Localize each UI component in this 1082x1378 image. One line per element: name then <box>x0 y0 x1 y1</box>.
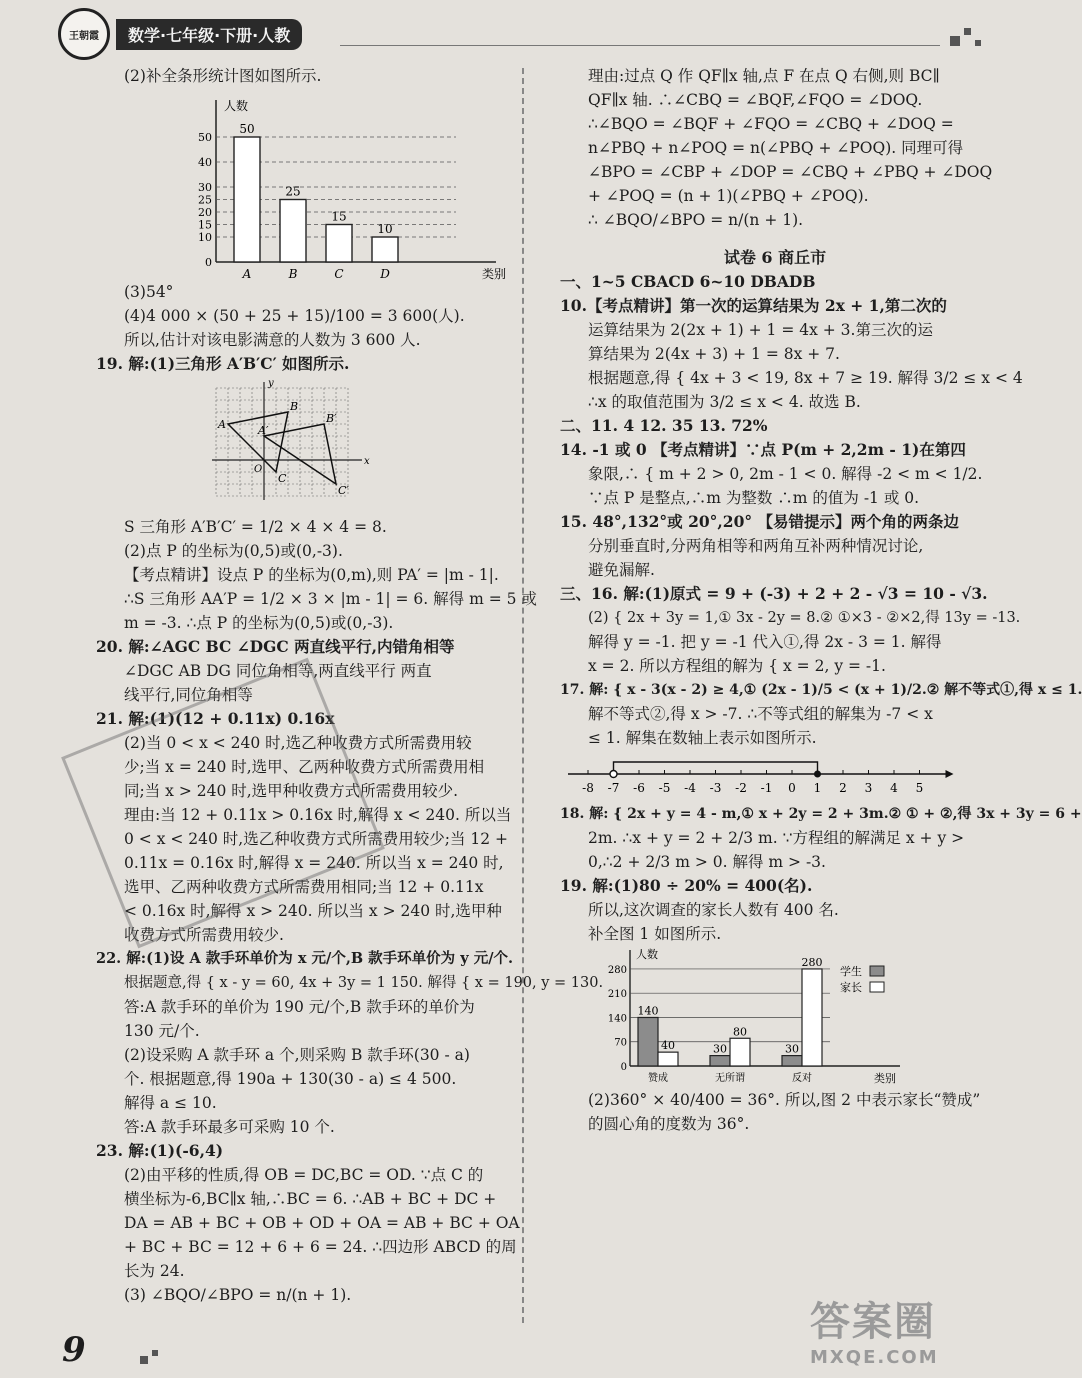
category-label: C <box>334 267 344 281</box>
bar <box>658 1052 678 1066</box>
answer-line: ∴ ∠BQO/∠BPO = n/(n + 1). <box>588 211 804 229</box>
answer-line: 算结果为 2(4x + 3) + 1 = 8x + 7. <box>588 345 840 363</box>
answer-line: 根据题意,得 { x - y = 60, 4x + 3y = 1 150. 解得 { x = 190, y = 130. <box>124 975 604 991</box>
answer-line: 的圆心角的度数为 36°. <box>588 1115 750 1133</box>
column-divider <box>522 68 524 1323</box>
answer-line: 130 元/个. <box>124 1022 200 1040</box>
answer-line: ∠DGC AB DG 同位角相等,两直线平行 两直 <box>124 662 432 680</box>
answer-line: ∵点 P 是整点,∴m 为整数 ∴m 的值为 -1 或 0. <box>588 489 920 507</box>
deco-square <box>975 40 981 46</box>
y-tick-label: 0 <box>205 256 212 269</box>
data-label: 30 <box>713 1042 727 1056</box>
data-label: 40 <box>661 1039 675 1053</box>
watermark-logo: 答案圈 <box>810 1299 936 1345</box>
data-label: 25 <box>285 184 301 199</box>
answer-line: 长为 24. <box>124 1262 185 1280</box>
category-label: 赞成 <box>648 1073 668 1084</box>
tick-label: -3 <box>709 781 722 795</box>
bar <box>280 200 306 263</box>
answer-line: 15. 48°,132°或 20°,20° 【易错提示】两个角的两条边 <box>560 512 960 531</box>
legend-swatch <box>870 966 884 976</box>
watermark <box>810 1290 939 1368</box>
y-tick-label: 15 <box>198 218 212 232</box>
arrow-head <box>946 770 954 778</box>
answer-line: 10.【考点精讲】第一次的运算结果为 2x + 1,第二次的 <box>560 296 947 315</box>
answer-line: 理由:过点 Q 作 QF∥x 轴,点 F 在点 Q 右侧,则 BC∥ <box>588 67 940 85</box>
answer-line: 分别垂直时,分两角相等和两角互补两种情况讨论, <box>588 537 924 555</box>
answer-line: 一、1~5 CBACD 6~10 DBADB <box>560 272 816 291</box>
answer-line: x = 2. 所以方程组的解为 { x = 2, y = -1. <box>588 657 886 675</box>
answer-line: ∴x 的取值范围为 3/2 ≤ x < 4. 故选 B. <box>588 393 861 411</box>
answer-line: 选甲、乙两种收费方式所需费用相同;当 12 + 0.11x <box>124 878 484 896</box>
answer-line: (2)补全条形统计图如图所示. <box>124 67 322 85</box>
answer-line: (2)点 P 的坐标为(0,5)或(0,-3). <box>124 542 343 560</box>
point-label: B <box>290 400 299 413</box>
y-axis-label: 人数 <box>224 99 249 113</box>
answer-line: 解得 a ≤ 10. <box>124 1094 217 1112</box>
bar <box>638 1017 658 1066</box>
tick-label: 4 <box>890 781 898 795</box>
bar <box>234 137 260 262</box>
axis-label-x: x <box>364 456 370 467</box>
tick-label: 1 <box>813 781 822 795</box>
page-number: 9 <box>62 1330 86 1370</box>
answer-line: 所以,估计对该电影满意的人数为 3 600 人. <box>124 331 421 349</box>
category-label: 无所谓 <box>715 1073 745 1084</box>
point-label: B′ <box>326 412 337 425</box>
tick-label: -7 <box>607 781 620 795</box>
answer-line: 二、11. 4 12. 35 13. 72% <box>560 416 768 435</box>
answer-line: 【考点精讲】设点 P 的坐标为(0,m),则 PA′ = |m - 1|. <box>124 566 499 584</box>
legend-swatch <box>870 982 884 992</box>
answer-line: (4)4 000 × (50 + 25 + 15)/100 = 3 600(人). <box>124 307 465 325</box>
answer-line: S 三角形 A′B′C′ = 1/2 × 4 × 4 = 8. <box>124 518 387 536</box>
data-label: 50 <box>239 122 255 136</box>
answer-line: (2) { 2x + 3y = 1,① 3x - 2y = 8.② ①×3 - ②×2,得 13y = -13. <box>588 610 1021 626</box>
x-axis-label: 类别 <box>482 267 507 281</box>
answer-line: DA = AB + BC + OB + OD + OA = AB + BC + OA <box>124 1214 520 1232</box>
answer-line: ≤ 1. 解集在数轴上表示如图所示. <box>588 729 817 747</box>
coordinate-grid-figure <box>206 380 376 515</box>
header-title: 数学·七年级·下册·人教 <box>116 19 302 50</box>
bar <box>730 1038 750 1066</box>
axis-label-y: y <box>268 378 274 389</box>
answer-line: + ∠POQ = (n + 1)(∠PBQ + ∠POQ). <box>588 187 869 205</box>
tick-label: 2 <box>839 781 847 795</box>
answer-line: (2)360° × 40/400 = 36°. 所以,图 2 中表示家长“赞成” <box>588 1091 981 1109</box>
answer-line: (2)由平移的性质,得 OB = DC,BC = OD. ∵点 C 的 <box>124 1166 484 1184</box>
point-label: A <box>218 418 226 431</box>
y-tick-label: 40 <box>198 156 212 169</box>
answer-line: ∴∠BQO = ∠BQF + ∠FQO = ∠CBQ + ∠DOQ = <box>588 115 954 133</box>
answer-line: 19. 解:(1)三角形 A′B′C′ 如图所示. <box>96 354 350 373</box>
answer-line: (2)设采购 A 款手环 a 个,则采购 B 款手环(30 - a) <box>124 1046 470 1064</box>
point-label: C′ <box>338 484 349 497</box>
point-label: C <box>278 472 287 485</box>
answer-line: m = -3. ∴点 P 的坐标为(0,5)或(0,-3). <box>124 614 394 632</box>
answer-line: 0,∴2 + 2/3 m > 0. 解得 m > -3. <box>588 853 826 871</box>
legend-label: 学生 <box>840 965 862 978</box>
y-tick-label: 20 <box>198 206 212 219</box>
answer-line: 所以,这次调查的家长人数有 400 名. <box>588 901 839 919</box>
answer-line: 0.11x = 0.16x 时,解得 x = 240. 所以当 x = 240 时, <box>124 854 504 872</box>
x-axis-label: 类别 <box>874 1072 896 1085</box>
tick-label: -8 <box>582 781 594 795</box>
tick-label: -6 <box>633 781 645 795</box>
answer-line: 22. 解:(1)设 A 款手环单价为 x 元/个,B 款手环单价为 y 元/个. <box>96 950 514 967</box>
bar <box>710 1056 730 1066</box>
open-endpoint <box>610 771 617 778</box>
answer-line: 19. 解:(1)80 ÷ 20% = 400(名). <box>560 876 813 895</box>
answer-line: n∠PBQ + n∠POQ = n(∠PBQ + ∠POQ). 同理可得 <box>588 139 964 157</box>
answer-line: QF∥x 轴. ∴∠CBQ = ∠BQF,∠FQO = ∠DOQ. <box>588 91 923 109</box>
answer-line: 2m. ∴x + y = 2 + 2/3 m. ∵方程组的解满足 x + y > <box>588 829 965 847</box>
data-label: 280 <box>801 955 823 969</box>
answer-line: 解得 y = -1. 把 y = -1 代入①,得 2x - 3 = 1. 解得 <box>588 633 942 651</box>
data-label: 30 <box>785 1042 799 1056</box>
y-tick-label: 0 <box>620 1062 627 1073</box>
bar-chart-satisfaction <box>186 90 516 280</box>
right-column <box>560 64 1082 1136</box>
answer-line: (2)当 0 < x < 240 时,选乙种收费方式所需费用较 <box>124 734 472 752</box>
header-rule <box>340 45 940 46</box>
bar-chart-survey <box>596 948 916 1088</box>
answer-line: 收费方式所需费用较少. <box>124 926 284 944</box>
y-tick-label: 70 <box>614 1037 627 1049</box>
number-line-figure <box>560 752 960 802</box>
y-tick-label: 210 <box>607 989 627 1001</box>
category-label: B <box>288 267 298 281</box>
tick-label: -1 <box>760 781 773 795</box>
answer-line: 根据题意,得 { 4x + 3 < 19, 8x + 7 ≥ 19. 解得 3/2 ≤ x < 4 <box>588 369 1023 387</box>
y-tick-label: 10 <box>198 231 212 244</box>
tick-label: -4 <box>684 781 696 795</box>
bar <box>802 969 822 1066</box>
tick-label: -5 <box>658 781 671 795</box>
answer-line: 个. 根据题意,得 190a + 130(30 - a) ≤ 4 500. <box>124 1070 457 1088</box>
answer-line: (3)54° <box>124 283 174 301</box>
tick-label: -2 <box>735 781 747 795</box>
answer-line: 横坐标为-6,BC∥x 轴,∴BC = 6. ∴AB + BC + DC + <box>124 1190 497 1208</box>
y-tick-label: 50 <box>198 131 212 144</box>
bar <box>782 1056 802 1066</box>
tick-label: 3 <box>864 781 873 795</box>
answer-line: 避免漏解. <box>588 561 655 579</box>
answer-line: 象限,∴ { m + 2 > 0, 2m - 1 < 0. 解得 -2 < m < 1/2. <box>588 465 983 483</box>
answer-line: 答:A 款手环最多可采购 10 个. <box>124 1118 335 1136</box>
logo-text: 王朝霞 <box>69 30 99 42</box>
point-label: A′ <box>258 424 269 437</box>
answer-line: 三、16. 解:(1)原式 = 9 + (-3) + 2 + 2 - √3 = 10 - √3. <box>560 584 988 603</box>
deco-square <box>950 36 960 46</box>
category-label: D <box>380 267 390 281</box>
answer-line: 线平行,同位角相等 <box>124 686 253 704</box>
y-tick-label: 280 <box>607 964 627 976</box>
bar <box>372 237 398 262</box>
deco-square <box>152 1350 158 1356</box>
answer-line: 20. 解:∠AGC BC ∠DGC 两直线平行,内错角相等 <box>96 637 455 656</box>
origin-label: O <box>254 464 263 475</box>
data-label: 140 <box>637 1004 659 1018</box>
tick-label: 0 <box>788 781 796 795</box>
data-label: 10 <box>377 222 393 236</box>
closed-endpoint <box>814 771 821 778</box>
triangle-abc <box>228 412 288 472</box>
answer-line: 同;当 x > 240 时,选甲种收费方式所需费用较少. <box>124 782 459 800</box>
legend-label: 家长 <box>840 981 862 994</box>
category-label: A <box>242 267 252 281</box>
y-axis-label: 人数 <box>636 948 658 961</box>
y-tick-label: 140 <box>607 1013 627 1025</box>
page-header <box>58 12 302 56</box>
brand-logo <box>58 8 110 60</box>
answer-line: ∠BPO = ∠CBP + ∠DOP = ∠CBQ + ∠PBQ + ∠DOQ <box>588 163 993 181</box>
answer-line: < 0.16x 时,解得 x > 240. 所以当 x > 240 时,选甲种 <box>124 902 502 920</box>
answer-line: 理由:当 12 + 0.11x > 0.16x 时,解得 x < 240. 所以当 <box>124 806 512 824</box>
answer-line: 21. 解:(1)(12 + 0.11x) 0.16x <box>96 709 335 728</box>
answer-line: 17. 解: { x - 3(x - 2) ≥ 4,① (2x - 1)/5 < (x + 1)/2.② 解不等式①,得 x ≤ 1. <box>560 682 1082 698</box>
answer-line: 18. 解: { 2x + y = 4 - m,① x + 2y = 2 + 3m.② ① + ②,得 3x + 3y = 6 + <box>560 806 1082 822</box>
answer-line: ∴S 三角形 AA′P = 1/2 × 3 × |m - 1| = 6. 解得 m = 5 或 <box>124 590 537 608</box>
deco-square <box>140 1356 148 1364</box>
answer-line: 0 < x < 240 时,选乙种收费方式所需费用较少;当 12 + <box>124 830 509 848</box>
answer-line: 解不等式②,得 x > -7. ∴不等式组的解集为 -7 < x <box>588 705 933 723</box>
category-label: 反对 <box>792 1073 812 1084</box>
answer-line: 补全图 1 如图所示. <box>588 925 722 943</box>
answer-line: 运算结果为 2(2x + 1) + 1 = 4x + 3.第三次的运 <box>588 321 933 339</box>
watermark-url: MXQE.COM <box>810 1347 939 1368</box>
answer-line: 答:A 款手环的单价为 190 元/个,B 款手环的单价为 <box>124 998 475 1016</box>
answer-line: + BC + BC = 12 + 6 + 6 = 24. ∴四边形 ABCD 的周 <box>124 1238 517 1256</box>
y-tick-label: 30 <box>198 181 212 194</box>
deco-square <box>964 28 971 35</box>
answer-line: (3) ∠BQO/∠BPO = n/(n + 1). <box>124 1286 352 1304</box>
answer-line: 14. -1 或 0 【考点精讲】∵点 P(m + 2,2m - 1)在第四 <box>560 440 966 459</box>
y-tick-label: 25 <box>198 193 212 207</box>
answer-line: 少;当 x = 240 时,选甲、乙两种收费方式所需费用相 <box>124 758 485 776</box>
tick-label: 5 <box>915 781 924 795</box>
answer-line: 23. 解:(1)(-6,4) <box>96 1141 224 1160</box>
bar <box>326 225 352 263</box>
data-label: 80 <box>733 1025 747 1039</box>
section-title: 试卷 6 商丘市 <box>723 248 827 267</box>
data-label: 15 <box>331 209 347 224</box>
